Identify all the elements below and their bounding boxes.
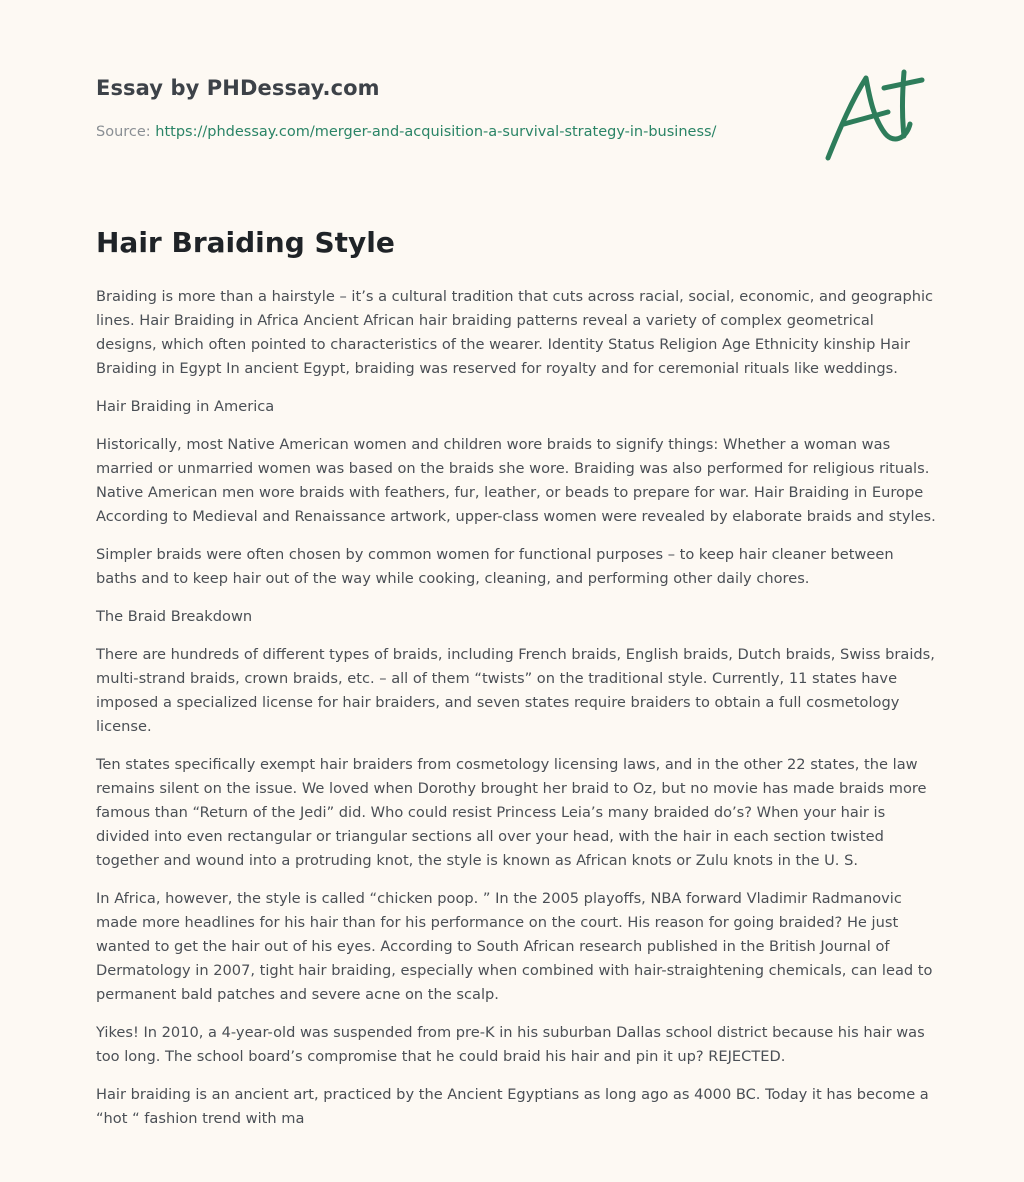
source-link[interactable]: https://phdessay.com/merger-and-acquisition-a-survival-strategy-in-business/ — [155, 124, 717, 140]
section-heading: The Braid Breakdown — [96, 608, 253, 625]
essay-title: Hair Braiding Style — [96, 226, 395, 259]
paragraph: Ten states specifically exempt hair braiders from cosmetology licensing laws, and in the other 22 states, the law remains silent on the issue. We loved when Dorothy brought her braid to Oz, but no movie has made braids more famous than “Return of the Jedi” did. Who could resist Princess Leia’s many braided do’s? When your hair is divided into even rectangular or triangular sections all over your head, with the hair in each section twisted together and wound into a protruding knot, the style is known as African knots or Zulu knots in the U. S. — [96, 756, 927, 869]
a-plus-logo-icon — [818, 66, 930, 166]
paragraph: Yikes! In 2010, a 4-year-old was suspended from pre-K in his suburban Dallas school district because his hair was too long. The school board’s compromise that he could braid his hair and pin it up? REJECTED. — [96, 1024, 925, 1065]
essay-body — [96, 285, 936, 1145]
source-label: Source: — [96, 124, 156, 140]
site-brand: Essay by PHDessay.com — [96, 76, 380, 100]
paragraph: There are hundreds of different types of braids, including French braids, English braids, Dutch braids, Swiss braids, multi-strand braids, crown braids, etc. – all of them “twists” on the traditional style. Currently, 11 states have imposed a specialized license for hair braiders, and seven states require braiders to obtain a full cosmetology license. — [96, 646, 935, 735]
paragraph: In Africa, however, the style is called “chicken poop. ” In the 2005 playoffs, NBA forward Vladimir Radmanovic made more headlines for his hair than for his performance on the court. His reason for going braided? He just wanted to get the hair out of his eyes. According to South African research published in the British Journal of Dermatology in 2007, tight hair braiding, especially when combined with hair-straightening chemicals, can lead to permanent bald patches and severe acne on the scalp. — [96, 890, 933, 1003]
section-heading: Hair Braiding in America — [96, 398, 275, 415]
paragraph: Braiding is more than a hairstyle – it’s a cultural tradition that cuts across racial, social, economic, and geographic lines. Hair Braiding in Africa Ancient African hair braiding patterns reveal a variety of complex geometrical designs, which often pointed to characteristics of the wearer. Identity Status Religion Age Ethnicity kinship Hair Braiding in Egypt In ancient Egypt, braiding was reserved for royalty and for ceremonial rituals like weddings. — [96, 288, 934, 377]
source-line — [96, 124, 716, 140]
paragraph: Hair braiding is an ancient art, practiced by the Ancient Egyptians as long ago as 4000 BC. Today it has become a “hot “ fashion trend with ma — [96, 1086, 929, 1127]
paragraph: Historically, most Native American women and children wore braids to signify things: Whether a woman was married or unmarried women was based on the braids she wore. Braiding was also performed for religious rituals. Native American men wore braids with feathers, fur, leather, or beads to prepare for war. Hair Braiding in Europe According to Medieval and Renaissance artwork, upper-class women were revealed by elaborate braids and styles. — [96, 436, 936, 525]
paragraph: Simpler braids were often chosen by common women for functional purposes – to keep hair cleaner between baths and to keep hair out of the way while cooking, cleaning, and performing other daily chores. — [96, 546, 894, 587]
